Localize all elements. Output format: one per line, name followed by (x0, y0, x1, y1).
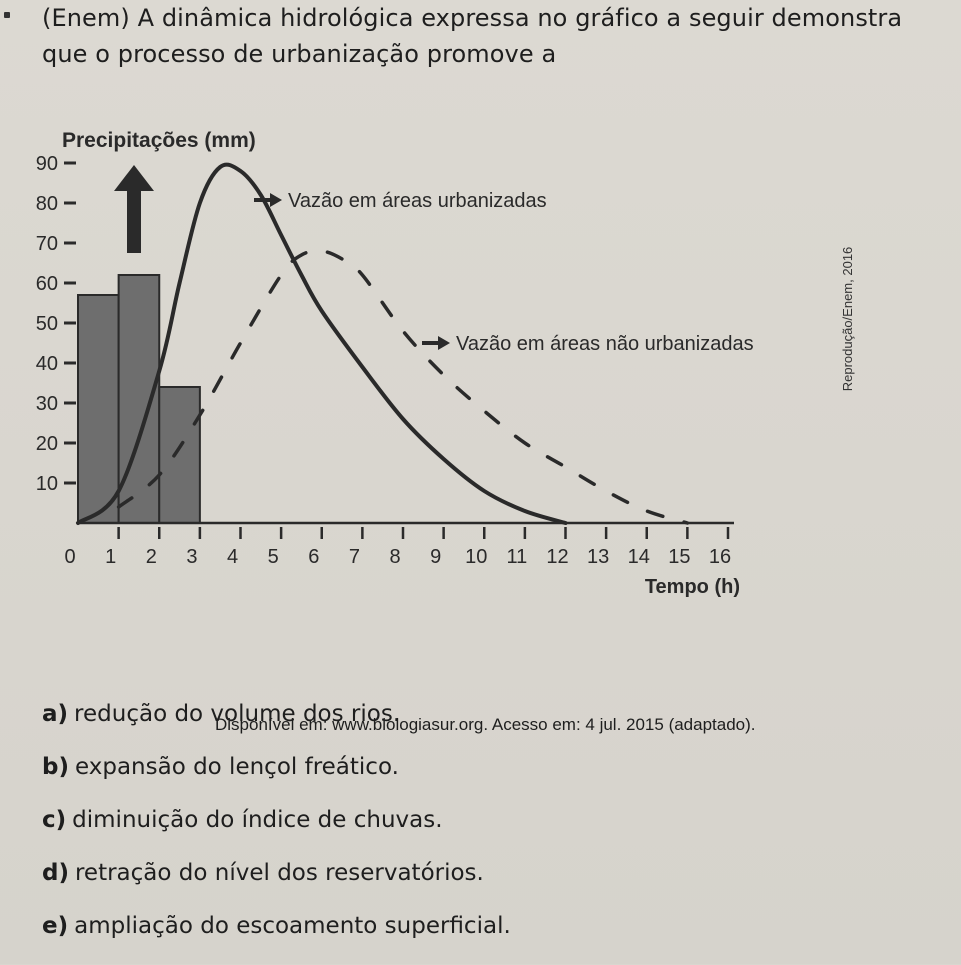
precipitation-bar-2 (159, 387, 200, 523)
bullet-marker (4, 12, 10, 18)
y-tick-label: 20 (35, 433, 58, 455)
y-tick-label: 70 (35, 233, 58, 255)
x-tick-label: 3 (186, 546, 198, 568)
option-letter: c) (42, 807, 67, 833)
right-arrow-icon (438, 336, 450, 350)
urban-flow-label: Vazão em áreas urbanizadas (288, 190, 547, 212)
precipitation-bar-0 (78, 295, 119, 523)
y-tick-label: 90 (35, 153, 58, 175)
y-tick-label: 40 (35, 353, 58, 375)
chart-title: Precipitações (mm) (62, 129, 256, 152)
x-tick-label: 5 (267, 546, 279, 568)
x-tick-label: 4 (226, 546, 239, 568)
x-tick-label: 0 (64, 546, 76, 568)
precipitation-arrow-shaft (127, 191, 141, 253)
question-stem: (Enem) A dinâmica hidrológica expressa no gráfico a seguir demonstra que o processo de urbanização promove a (42, 4, 903, 68)
x-axis-label: Tempo (h) (644, 576, 740, 598)
figure-source: Disponível em: www.biologiasur.org. Acesso em: 4 jul. 2015 (adaptado). (215, 715, 756, 734)
x-tick-label: 7 (348, 546, 360, 568)
x-tick-label: 6 (308, 546, 320, 568)
option-b[interactable] (42, 753, 922, 806)
option-e[interactable] (42, 912, 922, 965)
hydrograph-chart (0, 105, 961, 605)
x-tick-label: 13 (587, 546, 610, 568)
x-tick-label: 12 (546, 546, 569, 568)
y-tick-label: 10 (35, 473, 58, 495)
figure-credit: Reprodução/Enem, 2016 (840, 246, 855, 392)
y-tick-label: 50 (35, 313, 58, 335)
x-tick-label: 15 (668, 546, 691, 568)
x-tick-label: 14 (627, 546, 650, 568)
non-urban-flow-line (119, 251, 688, 523)
x-tick-label: 16 (708, 546, 732, 568)
option-text: retração do nível dos reservatórios. (74, 860, 484, 886)
non-urban-flow-label: Vazão em áreas não urbanizadas (456, 333, 754, 355)
x-tick-label: 11 (506, 546, 528, 568)
x-tick-label: 1 (105, 546, 117, 568)
x-tick-label: 9 (430, 546, 442, 568)
option-letter: a) (42, 701, 69, 727)
answer-options (42, 700, 922, 965)
option-letter: e) (42, 913, 69, 939)
option-d[interactable] (42, 859, 922, 912)
x-tick-label: 10 (465, 546, 488, 568)
up-arrow-icon (114, 165, 154, 191)
y-tick-label: 60 (35, 273, 58, 295)
option-a[interactable] (42, 700, 922, 753)
y-tick-label: 30 (35, 393, 58, 415)
option-letter: b) (42, 754, 69, 780)
option-text: diminuição do índice de chuvas. (72, 807, 443, 833)
x-tick-label: 8 (389, 546, 401, 568)
option-text: ampliação do escoamento superficial. (74, 913, 511, 939)
option-text: redução do volume dos rios. (74, 701, 401, 727)
y-tick-label: 80 (35, 193, 58, 215)
x-tick-label: 2 (145, 546, 157, 568)
option-c[interactable] (42, 806, 922, 859)
right-arrow-icon (270, 193, 282, 207)
option-letter: d) (42, 860, 69, 886)
option-text: expansão do lençol freático. (74, 754, 399, 780)
precipitation-bar-1 (119, 275, 160, 523)
